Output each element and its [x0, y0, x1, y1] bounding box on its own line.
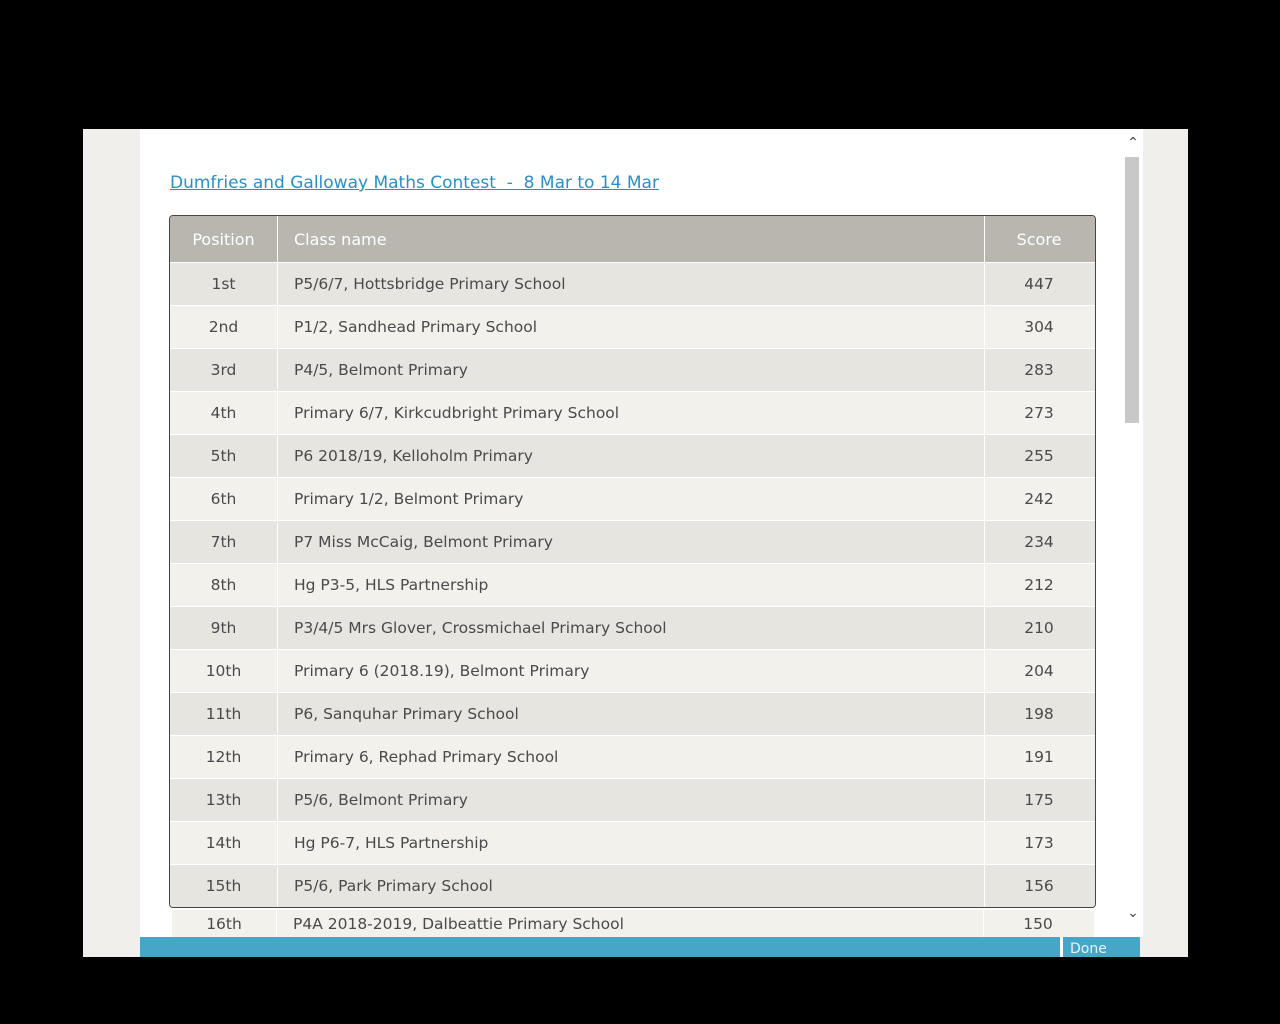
row-position: 8th: [170, 564, 278, 606]
row-score: 212: [1024, 576, 1054, 594]
row-class-name: Primary 6 (2018.19), Belmont Primary: [278, 650, 985, 692]
row-position: 9th: [170, 607, 278, 649]
row-score: 198: [1024, 705, 1054, 723]
row-class-name: P4/5, Belmont Primary: [278, 349, 985, 391]
row-score: 242: [1024, 490, 1054, 508]
leaderboard-panel: [140, 129, 1123, 937]
table-row: [170, 563, 1095, 606]
table-row: [170, 649, 1095, 692]
row-score: 204: [1024, 662, 1054, 680]
dialog-footer: [140, 937, 1140, 957]
row-position: 10th: [170, 650, 278, 692]
table-row: [170, 262, 1095, 305]
dialog-backdrop: [83, 129, 1188, 957]
footer-divider: [1060, 937, 1063, 957]
row-class-name: P5/6/7, Hottsbridge Primary School: [278, 263, 985, 305]
row-score: 150: [1023, 915, 1053, 933]
row-position: 2nd: [170, 306, 278, 348]
row-position: 15th: [170, 865, 278, 907]
table-row: [172, 909, 1094, 937]
row-position: 5th: [170, 435, 278, 477]
row-score: 304: [1024, 318, 1054, 336]
table-row: [170, 821, 1095, 864]
row-class-name: Primary 6, Rephad Primary School: [278, 736, 985, 778]
row-score: 191: [1024, 748, 1054, 766]
table-row: [170, 778, 1095, 821]
row-class-name: P7 Miss McCaig, Belmont Primary: [278, 521, 985, 563]
contest-title-link[interactable]: Dumfries and Galloway Maths Contest - 8 Mar to 14 Mar: [170, 173, 659, 193]
row-class-name: Hg P6-7, HLS Partnership: [278, 822, 985, 864]
row-position: 11th: [170, 693, 278, 735]
vertical-scrollbar[interactable]: [1123, 129, 1143, 937]
table-row: [170, 391, 1095, 434]
row-class-name: Primary 1/2, Belmont Primary: [278, 478, 985, 520]
row-position: 14th: [170, 822, 278, 864]
chevron-up-icon[interactable]: ⌃: [1127, 135, 1139, 151]
row-score: 273: [1024, 404, 1054, 422]
row-class-name: P1/2, Sandhead Primary School: [278, 306, 985, 348]
done-button[interactable]: Done: [1070, 941, 1107, 957]
table-row: [170, 864, 1095, 907]
header-position: Position: [170, 216, 278, 262]
row-position: 16th: [172, 910, 277, 937]
table-row: [170, 348, 1095, 391]
row-position: 13th: [170, 779, 278, 821]
row-score: 210: [1024, 619, 1054, 637]
row-position: 7th: [170, 521, 278, 563]
row-score: 173: [1024, 834, 1054, 852]
table-header-row: [170, 216, 1095, 262]
row-position: 12th: [170, 736, 278, 778]
row-class-name: P5/6, Belmont Primary: [278, 779, 985, 821]
header-score: Score: [1016, 229, 1062, 249]
row-position: 3rd: [170, 349, 278, 391]
row-score: 255: [1024, 447, 1054, 465]
scrollbar-thumb[interactable]: [1125, 157, 1139, 423]
table-row: [170, 477, 1095, 520]
row-score: 447: [1024, 275, 1054, 293]
row-position: 6th: [170, 478, 278, 520]
table-row: [170, 692, 1095, 735]
row-score: 175: [1024, 791, 1054, 809]
chevron-down-icon[interactable]: ⌄: [1127, 905, 1139, 921]
row-class-name: P5/6, Park Primary School: [278, 865, 985, 907]
table-row: [170, 520, 1095, 563]
header-class-name: Class name: [278, 216, 985, 262]
row-class-name: P3/4/5 Mrs Glover, Crossmichael Primary School: [278, 607, 985, 649]
row-position: 4th: [170, 392, 278, 434]
row-class-name: P6 2018/19, Kelloholm Primary: [278, 435, 985, 477]
row-class-name: P4A 2018-2019, Dalbeattie Primary School: [277, 910, 984, 937]
row-score: 156: [1024, 877, 1054, 895]
row-class-name: P6, Sanquhar Primary School: [278, 693, 985, 735]
table-row: [170, 434, 1095, 477]
row-class-name: Hg P3-5, HLS Partnership: [278, 564, 985, 606]
row-score: 234: [1024, 533, 1054, 551]
table-row: [170, 606, 1095, 649]
row-score: 283: [1024, 361, 1054, 379]
table-row: [170, 735, 1095, 778]
row-class-name: Primary 6/7, Kirkcudbright Primary School: [278, 392, 985, 434]
table-row: [170, 305, 1095, 348]
leaderboard-table: [169, 215, 1096, 908]
row-position: 1st: [170, 263, 278, 305]
